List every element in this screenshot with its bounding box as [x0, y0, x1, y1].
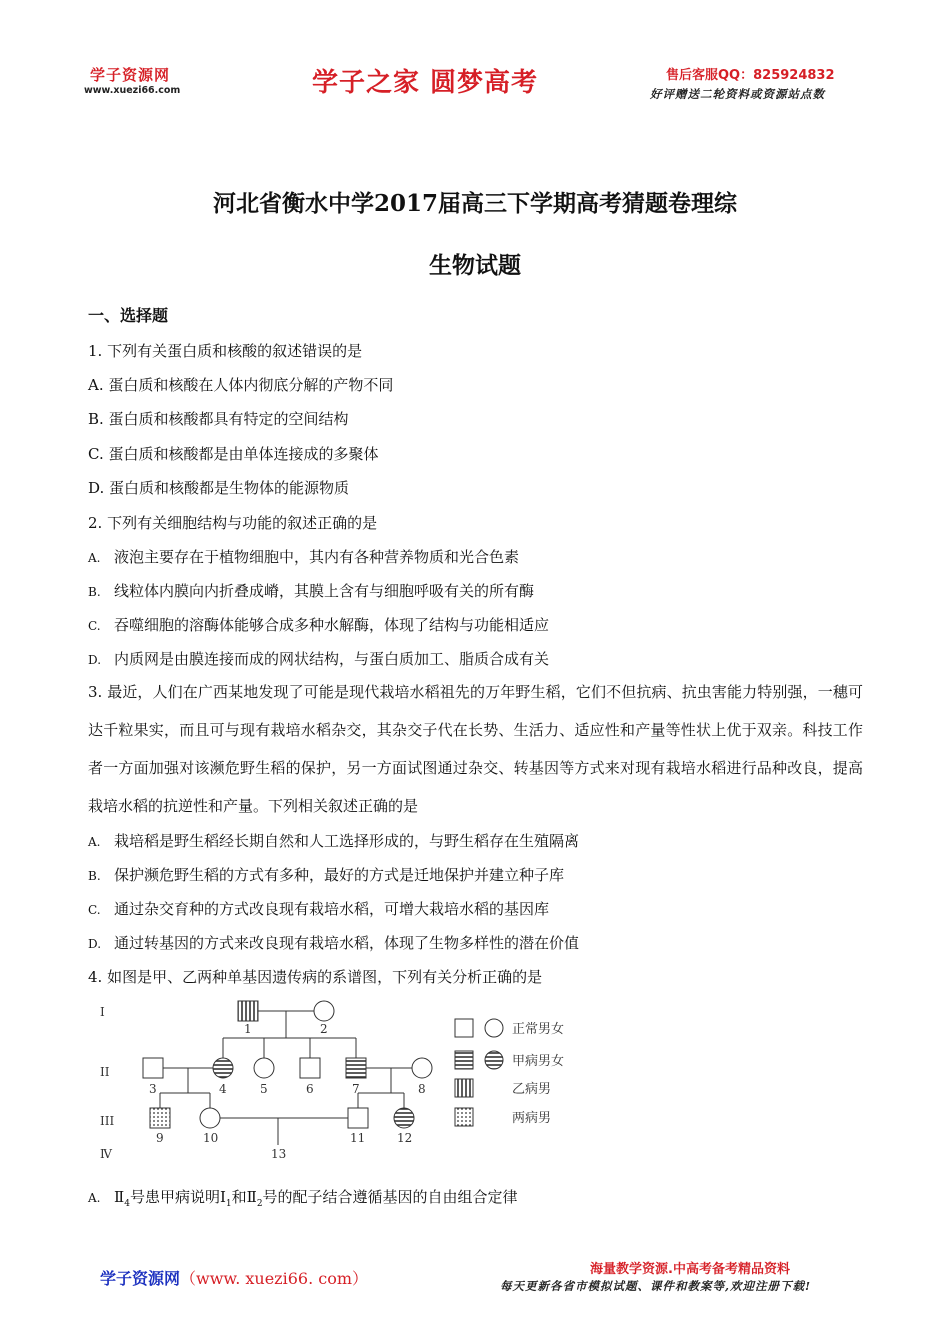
q1-option-a: A. 蛋白质和核酸在人体内彻底分解的产物不同	[88, 376, 394, 394]
option-text: 液泡主要存在于植物细胞中，其内有各种营养物质和光合色素	[114, 548, 520, 566]
individual-11	[348, 1108, 368, 1128]
q2-option-b	[88, 580, 534, 601]
q3-stem: 3. 最近，人们在广西某地发现了可能是现代栽培水稻祖先的万年野生稻，它们不但抗病、抗虫害能力特别强，一穗可达千粒果实，而且可与现有栽培水稻杂交，其杂交子代在长势、生活力、适应性和产量等性状上优于双亲。科技工作者一方面加强对该濒危野生稻的保护，另一方面试图通过杂交、转基因等方式来对现有栽培水稻进行品种改良，提高栽培水稻的抗逆性和产量。下列相关叙述正确的是	[88, 683, 863, 815]
gen-label-2: II	[100, 1065, 110, 1079]
q1-option-d: D. 蛋白质和核酸都是生物体的能源物质	[88, 479, 350, 497]
site-logo-name: 学子资源网	[90, 66, 171, 84]
number-label: 8	[418, 1082, 426, 1096]
footer-site	[100, 1266, 368, 1289]
q2-option-d	[88, 648, 549, 669]
section-heading: 一、选择题	[88, 306, 169, 325]
footer-url[interactable]: （www. xuezi66. com）	[180, 1269, 369, 1288]
option-text-part: 号的配子结合遵循基因的自由组合定律	[262, 1188, 518, 1206]
legend-disease-a-label: 甲病男女	[512, 1054, 565, 1069]
q4-stem: 4. 如图是甲、乙两种单基因遗传病的系谱图，下列有关分析正确的是	[88, 968, 543, 986]
q2-option-a	[88, 546, 519, 567]
individual-5	[254, 1058, 274, 1078]
number-label: 3	[149, 1082, 157, 1096]
gen-label-3: III	[100, 1114, 115, 1128]
header-slogan: 学子之家 圆梦高考	[312, 68, 539, 98]
subscript: 2	[256, 1199, 263, 1209]
individual-1	[238, 1001, 258, 1021]
q2-option-c	[88, 614, 549, 635]
number-label: 13	[271, 1147, 287, 1161]
footer-note: 每天更新各省市模拟试题、课件和教案等,欢迎注册下载!	[500, 1279, 812, 1293]
gen-label-4: Ⅳ	[100, 1147, 112, 1161]
individual-8	[412, 1058, 432, 1078]
q1-option-b: B. 蛋白质和核酸都具有特定的空间结构	[88, 410, 349, 428]
legend-both-label: 两病男	[512, 1111, 552, 1126]
individual-4	[213, 1058, 233, 1078]
number-label: 10	[203, 1131, 219, 1145]
page-title: 河北省衡水中学2017届高三下学期高考猜题卷理综	[212, 190, 737, 217]
legend-normal-female-icon	[485, 1019, 503, 1037]
number-label: 6	[306, 1082, 314, 1096]
option-text: 线粒体内膜向内折叠成嵴，其膜上含有与细胞呼吸有关的所有酶	[114, 582, 535, 600]
option-letter: B.	[88, 585, 101, 599]
option-letter: A.	[88, 551, 101, 565]
gen-label-1: I	[100, 1005, 105, 1019]
option-text-part: 号患甲病说明Ⅰ	[129, 1188, 226, 1206]
legend-disease-b-male-icon	[455, 1079, 473, 1097]
legend-disease-a-male-icon	[455, 1051, 473, 1069]
option-text: 通过转基因的方式来改良现有栽培水稻，体现了生物多样性的潜在价值	[114, 934, 580, 952]
number-label: 9	[156, 1131, 164, 1145]
legend-both-diseases-male-icon	[455, 1108, 473, 1126]
subscript: 4	[124, 1199, 130, 1209]
number-label: 7	[352, 1082, 360, 1096]
option-text-part: 和Ⅱ	[231, 1188, 257, 1206]
footer-tagline: 海量教学资源.中高考备考精品资料	[590, 1262, 790, 1277]
individual-10	[200, 1108, 220, 1128]
q1-option-c: C. 蛋白质和核酸都是由单体连接成的多聚体	[88, 445, 379, 463]
individual-3	[143, 1058, 163, 1078]
option-text: 保护濒危野生稻的方式有多种，最好的方式是迁地保护并建立种子库	[114, 866, 565, 884]
roman-numeral: Ⅱ	[114, 1188, 125, 1206]
option-letter: C.	[88, 903, 101, 917]
site-logo-url: www.xuezi66.com	[84, 85, 181, 96]
option-letter: B.	[88, 869, 101, 883]
number-label: 1	[244, 1022, 252, 1036]
option-text	[114, 1188, 518, 1209]
q1-stem: 1. 下列有关蛋白质和核酸的叙述错误的是	[88, 342, 363, 360]
individual-6	[300, 1058, 320, 1078]
legend-disease-b-label: 乙病男	[512, 1082, 552, 1097]
number-label: 11	[350, 1131, 366, 1145]
q3-option-a	[88, 830, 579, 851]
header-note: 好评赠送二轮资料或资源站点数	[650, 87, 825, 101]
option-letter: A.	[88, 1191, 101, 1205]
individual-2	[314, 1001, 334, 1021]
legend-normal-label: 正常男女	[512, 1022, 565, 1037]
number-label: 4	[219, 1082, 227, 1096]
customer-service-qq: 售后客服QQ：825924832	[666, 68, 835, 83]
individual-9	[150, 1108, 170, 1128]
pedigree-chart	[88, 995, 608, 1165]
individual-7	[346, 1058, 366, 1078]
option-text: 栽培稻是野生稻经长期自然和人工选择形成的，与野生稻存在生殖隔离	[114, 832, 580, 850]
q3-option-b	[88, 864, 564, 885]
individual-12	[394, 1108, 414, 1128]
option-letter: C.	[88, 619, 101, 633]
number-label: 12	[397, 1131, 413, 1145]
legend-disease-a-female-icon	[485, 1051, 503, 1069]
option-letter: D.	[88, 653, 102, 667]
option-text: 内质网是由膜连接而成的网状结构，与蛋白质加工、脂质合成有关	[114, 650, 550, 668]
number-label: 2	[320, 1022, 328, 1036]
number-label: 5	[260, 1082, 268, 1096]
subscript: 1	[225, 1199, 232, 1209]
q3-option-c	[88, 898, 549, 919]
footer-brand: 学子资源网	[100, 1269, 181, 1288]
page-subtitle: 生物试题	[429, 252, 521, 279]
q3-option-d	[88, 932, 579, 953]
option-letter: D.	[88, 937, 102, 951]
option-letter: A.	[88, 835, 101, 849]
q4-option-a	[88, 1186, 518, 1209]
legend-normal-male-icon	[455, 1019, 473, 1037]
q2-stem: 2. 下列有关细胞结构与功能的叙述正确的是	[88, 514, 378, 532]
option-text: 吞噬细胞的溶酶体能够合成多种水解酶，体现了结构与功能相适应	[114, 616, 550, 634]
option-text: 通过杂交育种的方式改良现有栽培水稻，可增大栽培水稻的基因库	[114, 900, 550, 918]
